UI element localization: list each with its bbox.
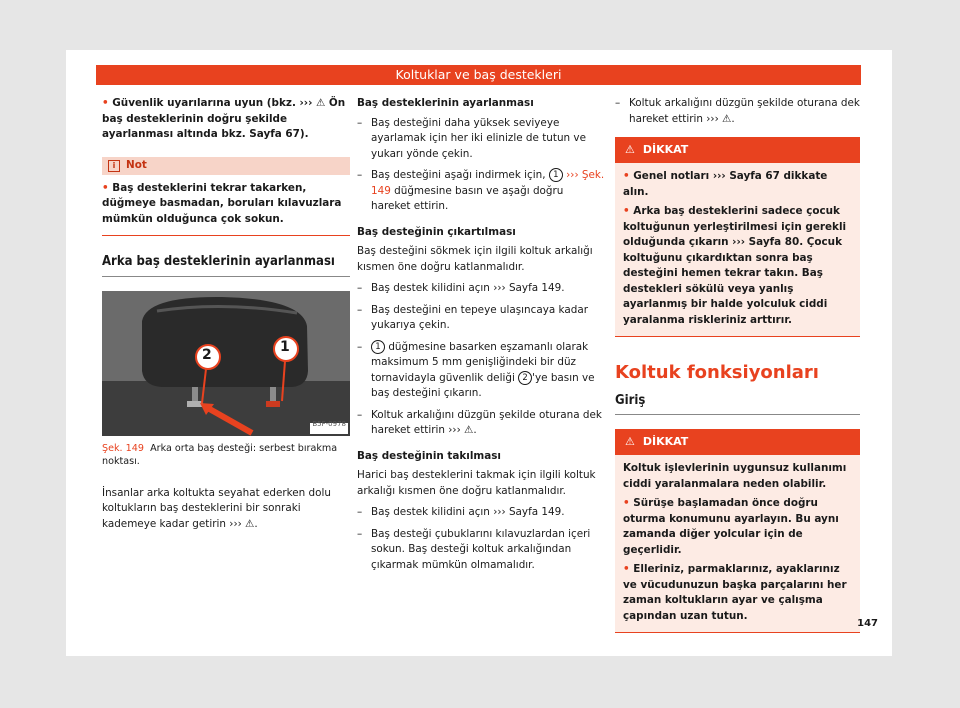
note-box — [102, 157, 350, 237]
figure-code: B5F-0978 — [312, 420, 346, 428]
warning-box-2: ⚠ DİKKAT Koltuk işlevlerinin uygunsuz kullanımı ciddi yaralanmalara neden olabilir. • Sürüşe başlamadan önce doğru oturma konumunu ayarlayın. Bu aynı zamanda diğer yolcular için de geçerlidir. • Elleriniz, parmaklarınız, ayaklarınız ve vücudunuzun başka parçalarını her zaman koltukların ayar ve çalışma çapından uzan tutun. — [615, 429, 860, 633]
paragraph: Baş desteğini sökmek için ilgili koltuk arkalığı kısmen öne doğru katlanmalıdır. — [357, 245, 593, 273]
callout-1: 1 — [280, 338, 290, 355]
warning-header: ⚠ DİKKAT — [615, 137, 860, 163]
step: – Baş destek kilidini açın ››› Sayfa 149. — [357, 281, 605, 297]
warning-box-1: ⚠ DİKKAT • Genel notları ››› Sayfa 67 dikkate alın. • Arka baş desteklerini sadece çocuk koltuğunun yerleştirilmesi için gerekli olduğunda çıkarın ››› Sayfa 80. Çocuk koltuğunu çıkardıktan sonra baş desteğini hemen tekrar takın. Baş destekleri sökülü veya yanlış ayarlanmış bir halde yolculuk ciddi yaralanma riskleriniz arttırır. — [615, 137, 860, 337]
column-1 — [102, 96, 350, 542]
column-2 — [357, 96, 605, 579]
step: – Baş desteğini aşağı indirmek için, 1 ››› Şek. 149 düğmesine basın ve aşağı doğru hareket ettirin. — [357, 168, 605, 215]
step: – Baş desteği çubuklarını kılavuzlardan içeri sokun. Baş desteği koltuk arkalığından çıkarmak mümkün olmamalıdır. — [357, 527, 605, 574]
step: – Baş destek kilidini açın ››› Sayfa 149. — [357, 505, 605, 521]
step: – Koltuk arkalığını düzgün şekilde oturana dek hareket ettirin ››› ⚠. — [357, 408, 605, 439]
heading-install: Baş desteğinin takılması — [357, 449, 501, 462]
step: – Baş desteğini daha yüksek seviyeye ayarlamak için her iki elinizle de tutun ve yukarı yönde çekin. — [357, 116, 605, 163]
step: – Baş desteğini en tepeye ulaşıncaya kadar yukarıya çekin. — [357, 303, 605, 334]
warning-header: ⚠ DİKKAT — [615, 429, 860, 455]
info-icon: i — [108, 160, 120, 172]
figure-caption: Şek. 149 Arka orta baş desteği: serbest bırakma noktası. — [102, 442, 338, 467]
step: – 1 düğmesine basarken eşzamanlı olarak maksimum 5 mm genişliğindeki bir düz tornavidayla güvenlik deliği 2 'ye basın ve baş desteğini çıkarın. — [357, 340, 605, 402]
body-text: İnsanlar arka koltukta seyahat ederken dolu koltukların baş desteklerini bir sonraki kademeye kadar getirin ››› ⚠. — [102, 486, 331, 530]
heading-adjust: Baş desteklerinin ayarlanması — [357, 97, 534, 109]
subsection-title: Giriş — [615, 393, 860, 416]
note-text: • Baş desteklerini tekrar takarken, düğmeye basmadan, boruları kılavuzlara mümkün olduğunca çok sokun. — [102, 181, 342, 225]
headrest-illustration — [102, 291, 350, 436]
chapter-title: Koltuk fonksiyonları — [615, 362, 819, 383]
warning-icon: ⚠ — [625, 435, 635, 449]
paragraph: Harici baş desteklerini takmak için ilgili koltuk arkalığı kısmen öne doğru katlanmalıdır. — [357, 469, 596, 497]
warning-icon: ⚠ — [625, 143, 635, 157]
manual-page — [66, 50, 892, 656]
section-header: Koltuklar ve baş destekleri — [96, 65, 861, 85]
headrest-figure — [102, 291, 350, 436]
safety-bullet: • Güvenlik uyarılarına uyun (bkz. ››› ⚠ Ön baş desteklerinin doğru şekilde ayarlanması altında bkz. Sayfa 67). — [102, 97, 346, 140]
step: – Koltuk arkalığını düzgün şekilde oturana dek hareket ettirin ››› ⚠. — [615, 96, 860, 127]
bullet-dot: • — [102, 97, 109, 109]
callout-2: 2 — [202, 346, 212, 363]
column-3 — [615, 96, 860, 633]
heading-remove: Baş desteğinin çıkartılması — [357, 225, 516, 238]
page-number: 147 — [857, 618, 878, 629]
section-title: Arka baş desteklerinin ayarlanması — [102, 254, 350, 277]
note-header: i Not — [102, 157, 350, 175]
